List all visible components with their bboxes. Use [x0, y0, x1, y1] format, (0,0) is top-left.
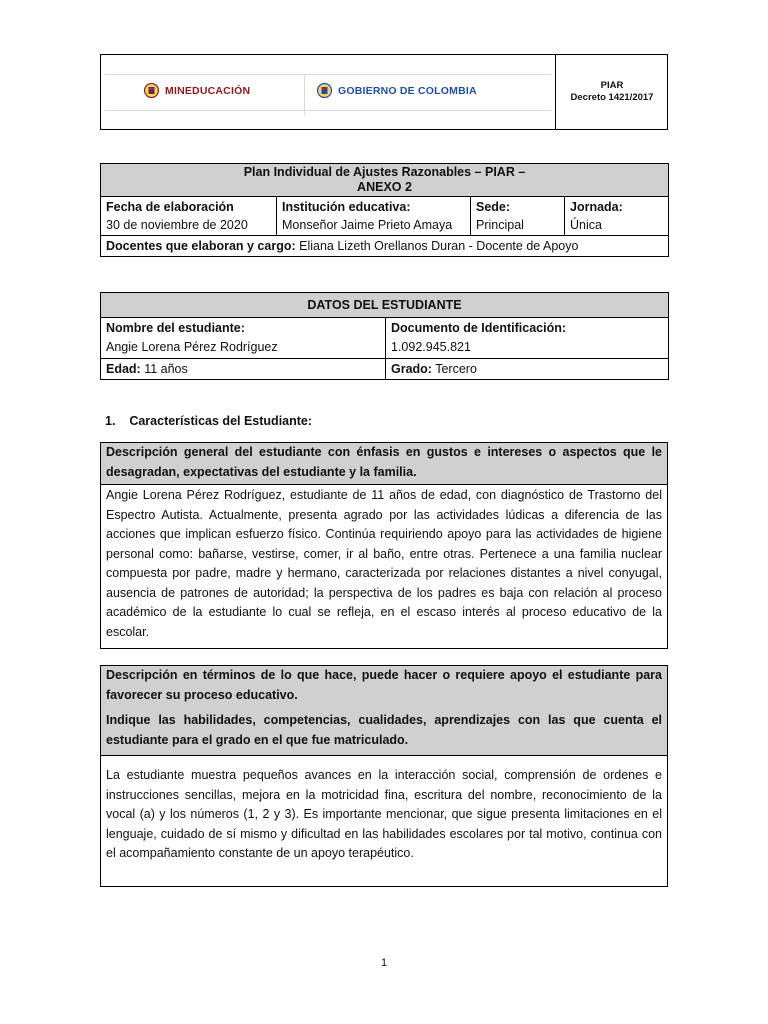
description-body: Angie Lorena Pérez Rodríguez, estudiante de 11 años de edad, con diagnóstico de Trastorno del Espectro Autista. Actualmente, presenta agrado por las actividades lúdicas a diferencia de las acciones que implican esfuerzo físico. Continúa requiriendo apoyo para las actividades de higiene personal como: bañarse, vestirse, comer, ir al baño, entre otras. Pertenece a una familia nuclear compuesta por padre, madre y hermano, caracterizada por relaciones distantes a nivel conyugal, ausencia de patrones de autoridad; la perspectiva de los padres es baja con relación al proceso académico de la estudiante lo cual se refleja, en el escaso interés al proceso educativo de la escolar. — [101, 485, 668, 649]
page-number: 1 — [380, 957, 388, 969]
mineducacion-text: MINEDUCACIÓN — [165, 84, 251, 97]
jornada-value: Única — [570, 218, 602, 232]
doc-code: PIAR — [600, 80, 624, 91]
table-row — [101, 197, 669, 236]
documento-label: Documento de Identificación: — [391, 321, 567, 335]
fecha-cell — [101, 197, 277, 236]
section-title: 1. Características del Estudiante: — [105, 414, 313, 428]
student-table — [100, 292, 669, 380]
document-code-cell — [556, 55, 668, 129]
grado-label: Grado: — [391, 362, 432, 376]
table-row — [101, 164, 669, 197]
sede-cell — [471, 197, 565, 236]
edad-label: Edad: — [106, 362, 141, 376]
jornada-label: Jornada: — [570, 200, 623, 214]
plan-title-cell — [101, 164, 669, 197]
logo-area — [101, 55, 556, 129]
documento-value: 1.092.945.821 — [391, 340, 471, 354]
colombia-seal-icon — [317, 83, 332, 98]
table-row — [101, 666, 668, 756]
colombia-seal-icon — [144, 83, 159, 98]
divider — [105, 110, 551, 111]
divider — [304, 75, 305, 115]
table-row — [101, 236, 669, 257]
document-header — [100, 54, 668, 130]
table-row — [101, 756, 668, 887]
grado-value: Tercero — [431, 362, 477, 376]
sede-label: Sede: — [476, 200, 511, 214]
gobierno-logo — [317, 83, 477, 98]
table-row — [101, 359, 669, 380]
docentes-label: Docentes que elaboran y cargo: — [106, 239, 296, 253]
fecha-label: Fecha de elaboración — [106, 200, 234, 214]
edad-cell — [101, 359, 386, 380]
abilities-table — [100, 665, 668, 887]
description-header: Descripción general del estudiante con énfasis en gustos e intereses o aspectos que le desagradan, expectativas del estudiante y la familia. — [101, 443, 668, 485]
gobierno-text: GOBIERNO DE COLOMBIA — [338, 84, 477, 97]
docentes-value: Eliana Lizeth Orellanos Duran - Docente de Apoyo — [295, 239, 579, 253]
table-row — [101, 443, 668, 485]
plan-subtitle: ANEXO 2 — [357, 180, 412, 194]
institucion-label: Institución educativa: — [282, 200, 411, 214]
nombre-value: Angie Lorena Pérez Rodríguez — [106, 340, 278, 354]
abilities-header-cell — [101, 666, 668, 756]
table-row — [101, 318, 669, 359]
abilities-body: La estudiante muestra pequeños avances en la interacción social, comprensión de ordenes e instrucciones sencillas, mejora en la motricidad fina, escritura del nombre, reconocimiento de la vocal (a) y los números (1, 2 y 3). Es importante mencionar, que sigue presenta limitaciones en el lenguaje, cuidado de sí mismo y dificultad en las habilidades escolares por tal motivo, continua con el acompañamiento constante de un apoyo terapéutico. — [101, 756, 668, 887]
divider — [105, 74, 551, 75]
institucion-value: Monseñor Jaime Prieto Amaya — [282, 218, 453, 232]
abilities-header-1: Descripción en términos de lo que hace, puede hacer o requiere apoyo el estudiante para favorecer su proceso educativo. — [106, 668, 662, 702]
jornada-cell — [565, 197, 669, 236]
nombre-label: Nombre del estudiante: — [106, 321, 245, 335]
fecha-value: 30 de noviembre de 2020 — [106, 218, 248, 232]
edad-value: 11 años — [140, 362, 188, 376]
plan-title: Plan Individual de Ajustes Razonables – PIAR – — [243, 165, 526, 179]
student-title: DATOS DEL ESTUDIANTE — [101, 293, 669, 318]
nombre-cell — [101, 318, 386, 359]
table-row — [101, 485, 668, 649]
documento-cell — [386, 318, 669, 359]
mineducacion-logo — [144, 83, 250, 98]
plan-table — [100, 163, 669, 257]
description-table — [100, 442, 668, 649]
decree-number: Decreto 1421/2017 — [570, 92, 654, 103]
institucion-cell — [277, 197, 471, 236]
abilities-header-2: Indique las habilidades, competencias, cualidades, aprendizajes con las que cuenta el estudiante para el grado en el que fue matriculado. — [106, 713, 662, 747]
sede-value: Principal — [476, 218, 524, 232]
table-row — [101, 293, 669, 318]
docentes-cell — [101, 236, 669, 257]
grado-cell — [386, 359, 669, 380]
